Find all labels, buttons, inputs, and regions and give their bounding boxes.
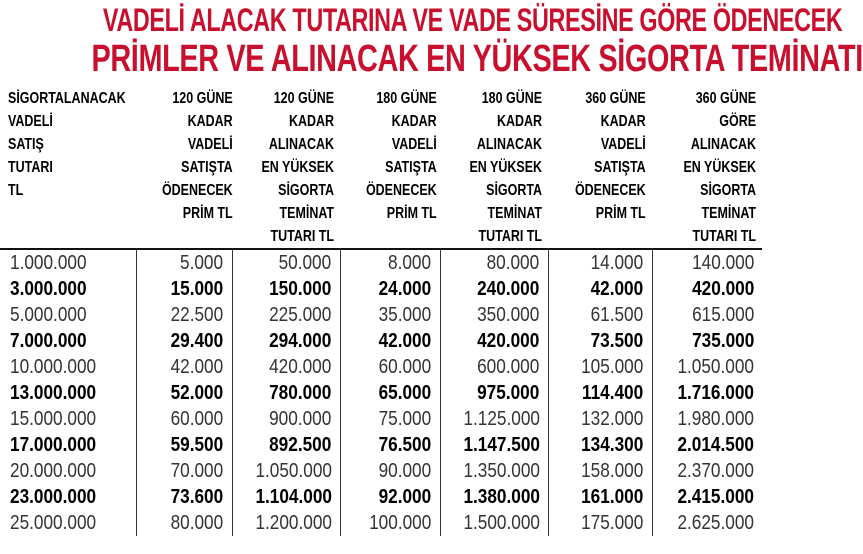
table-row: [0, 432, 762, 458]
column-header-line: 120 GÜNE: [172, 90, 233, 107]
column-header-1: [136, 85, 232, 249]
table-cell: [548, 458, 652, 484]
table-cell: [548, 380, 652, 406]
cell-value: 1.050.000: [677, 355, 754, 378]
cell-value: 70.000: [170, 459, 224, 482]
column-header-line: EN YÜKSEK: [683, 159, 756, 176]
table-cell: [652, 458, 762, 484]
table-cell: [0, 302, 136, 328]
cell-value: 1.104.000: [254, 485, 332, 508]
cell-value: 780.000: [269, 381, 332, 404]
cell-value: 73.500: [590, 329, 644, 352]
table-cell: [136, 328, 232, 354]
cell-value: 90.000: [378, 459, 432, 482]
table-cell: [652, 302, 762, 328]
column-header-line: SATIŞ: [8, 136, 44, 153]
column-header-line: TL: [8, 182, 24, 199]
cell-value: 15.000: [170, 277, 224, 300]
cell-value: 158.000: [581, 459, 644, 482]
table-cell: [340, 510, 440, 536]
table-cell: [440, 484, 548, 510]
cell-value: 5.000: [180, 251, 224, 274]
column-header-line: 180 GÜNE: [481, 90, 542, 107]
table-row: [0, 510, 762, 536]
cell-value: 52.000: [170, 381, 224, 404]
column-header-line: ALINACAK: [476, 136, 542, 153]
table-cell: [340, 354, 440, 380]
table-cell: [548, 302, 652, 328]
table-cell: [232, 249, 340, 276]
cell-value: 35.000: [378, 303, 432, 326]
table-cell: [440, 380, 548, 406]
cell-value: 2.014.500: [677, 433, 754, 456]
cell-value: 900.000: [269, 407, 332, 430]
cell-value: 7.000.000: [10, 329, 87, 352]
column-header-line: KADAR: [187, 113, 233, 130]
cell-value: 100.000: [369, 511, 432, 534]
table-cell: [136, 458, 232, 484]
cell-value: 13.000.000: [10, 381, 97, 404]
cell-value: 240.000: [477, 277, 540, 300]
column-header-line: ÖDENECEK: [161, 182, 233, 199]
column-header-line: 360 GÜNE: [585, 90, 646, 107]
cell-value: 600.000: [477, 355, 540, 378]
column-header-4: [440, 85, 548, 249]
cell-value: 1.125.000: [462, 407, 540, 430]
cell-value: 8.000: [388, 251, 432, 274]
cell-value: 1.050.000: [254, 459, 332, 482]
column-header-line: TUTARI: [8, 159, 53, 176]
cell-value: 735.000: [691, 329, 754, 352]
column-header-line: 180 GÜNE: [376, 90, 437, 107]
cell-value: 60.000: [378, 355, 432, 378]
column-header-line: PRİM TL: [386, 205, 437, 222]
table-cell: [340, 249, 440, 276]
cell-value: 25.000.000: [10, 511, 97, 534]
cell-value: 14.000: [590, 251, 644, 274]
cell-value: 2.415.000: [677, 485, 754, 508]
cell-value: 15.000.000: [10, 407, 97, 430]
column-header-line: VADELİ: [601, 136, 646, 153]
table-row: [0, 249, 762, 276]
table-row: [0, 276, 762, 302]
cell-value: 76.500: [378, 433, 432, 456]
table-cell: [0, 432, 136, 458]
column-header-line: ALINACAK: [690, 136, 756, 153]
table-cell: [232, 380, 340, 406]
column-header-line: VADELİ: [391, 136, 437, 153]
column-header-line: PRİM TL: [596, 205, 646, 222]
cell-value: 22.500: [170, 303, 224, 326]
column-header-line: SİGORTA: [486, 182, 542, 199]
cell-value: 80.000: [170, 511, 224, 534]
cell-value: 2.370.000: [677, 459, 754, 482]
column-header-line: SİGORTA: [700, 182, 756, 199]
table-cell: [652, 380, 762, 406]
cell-value: 350.000: [477, 303, 540, 326]
table-cell: [340, 276, 440, 302]
column-header-line: 120 GÜNE: [273, 90, 334, 107]
table-cell: [136, 380, 232, 406]
column-header-line: KADAR: [496, 113, 542, 130]
cell-value: 1.200.000: [254, 511, 332, 534]
table-cell: [232, 432, 340, 458]
cell-value: 420.000: [477, 329, 540, 352]
table-cell: [548, 354, 652, 380]
cell-value: 150.000: [269, 277, 332, 300]
table-cell: [340, 406, 440, 432]
table-row: [0, 354, 762, 380]
cell-value: 1.980.000: [677, 407, 754, 430]
table-row: [0, 302, 762, 328]
cell-value: 92.000: [378, 485, 432, 508]
table-cell: [652, 328, 762, 354]
column-header-line: SİGORTA: [278, 182, 334, 199]
column-header-line: VADELİ: [8, 113, 53, 130]
table-cell: [548, 406, 652, 432]
premium-table: [0, 85, 762, 536]
cell-value: 3.000.000: [10, 277, 87, 300]
column-header-line: SATIŞTA: [594, 159, 646, 176]
column-header-line: GÖRE: [719, 113, 756, 130]
table-cell: [136, 249, 232, 276]
cell-value: 1.380.000: [462, 485, 540, 508]
table-cell: [440, 354, 548, 380]
table-cell: [0, 510, 136, 536]
cell-value: 59.500: [170, 433, 224, 456]
header-row: [0, 85, 762, 249]
cell-value: 615.000: [691, 303, 754, 326]
cell-value: 20.000.000: [10, 459, 97, 482]
column-header-line: VADELİ: [187, 136, 233, 153]
table-cell: [440, 432, 548, 458]
table-cell: [0, 484, 136, 510]
column-header-3: [340, 85, 440, 249]
column-header-line: ÖDENECEK: [365, 182, 437, 199]
table-cell: [652, 484, 762, 510]
column-header-line: KADAR: [391, 113, 437, 130]
cell-value: 73.600: [170, 485, 224, 508]
cell-value: 420.000: [269, 355, 332, 378]
column-header-5: [548, 85, 652, 249]
table-cell: [440, 328, 548, 354]
table-cell: [232, 484, 340, 510]
cell-value: 24.000: [378, 277, 432, 300]
cell-value: 61.500: [590, 303, 644, 326]
table-cell: [652, 249, 762, 276]
table-cell: [440, 458, 548, 484]
cell-value: 132.000: [581, 407, 644, 430]
cell-value: 105.000: [581, 355, 644, 378]
table-cell: [340, 380, 440, 406]
cell-value: 5.000.000: [10, 303, 87, 326]
column-header-line: TEMİNAT: [487, 205, 542, 222]
table-cell: [136, 484, 232, 510]
cell-value: 1.350.000: [462, 459, 540, 482]
cell-value: 65.000: [378, 381, 432, 404]
table-cell: [232, 510, 340, 536]
table-cell: [136, 510, 232, 536]
table-cell: [652, 276, 762, 302]
title-line-1: VADELİ ALACAK TUTARINA VE VADE SÜRESİNE GÖRE ÖDENECEK: [102, 2, 843, 38]
table-cell: [440, 276, 548, 302]
table-header: [0, 85, 762, 249]
table-cell: [136, 432, 232, 458]
table-cell: [340, 458, 440, 484]
column-header-line: SATIŞTA: [385, 159, 437, 176]
column-header-line: KADAR: [600, 113, 646, 130]
column-header-line: KADAR: [288, 113, 334, 130]
cell-value: 29.400: [170, 329, 224, 352]
table-cell: [548, 432, 652, 458]
table-cell: [440, 249, 548, 276]
column-header-6: [652, 85, 762, 249]
column-header-line: SİGORTALANACAK: [8, 90, 126, 107]
column-header-line: 360 GÜNE: [695, 90, 756, 107]
column-header-line: TEMİNAT: [279, 205, 334, 222]
table-cell: [548, 249, 652, 276]
table-cell: [0, 458, 136, 484]
column-header-line: ÖDENECEK: [575, 182, 646, 199]
cell-value: 140.000: [691, 251, 754, 274]
table-cell: [652, 354, 762, 380]
table-cell: [0, 380, 136, 406]
table-cell: [652, 406, 762, 432]
column-header-line: ALINACAK: [268, 136, 334, 153]
cell-value: 17.000.000: [10, 433, 97, 456]
table-cell: [0, 276, 136, 302]
table-cell: [652, 432, 762, 458]
table-cell: [232, 276, 340, 302]
cell-value: 42.000: [378, 329, 432, 352]
column-header-line: EN YÜKSEK: [261, 159, 334, 176]
table-cell: [340, 432, 440, 458]
column-header-line: PRİM TL: [182, 205, 233, 222]
table-cell: [0, 354, 136, 380]
cell-value: 50.000: [278, 251, 332, 274]
cell-value: 1.000.000: [10, 251, 87, 274]
table-cell: [136, 406, 232, 432]
cell-value: 134.300: [581, 433, 644, 456]
cell-value: 2.625.000: [677, 511, 754, 534]
table-cell: [548, 276, 652, 302]
cell-value: 114.400: [582, 381, 644, 404]
column-header-2: [232, 85, 340, 249]
cell-value: 1.716.000: [677, 381, 754, 404]
column-header-line: TUTARI TL: [478, 228, 542, 245]
cell-value: 42.000: [590, 277, 644, 300]
table-cell: [0, 328, 136, 354]
table-cell: [232, 328, 340, 354]
table-row: [0, 484, 762, 510]
table-cell: [440, 302, 548, 328]
table-cell: [548, 328, 652, 354]
table-cell: [440, 510, 548, 536]
cell-value: 75.000: [378, 407, 432, 430]
table-row: [0, 458, 762, 484]
table-cell: [232, 302, 340, 328]
cell-value: 10.000.000: [10, 355, 97, 378]
column-header-line: TUTARI TL: [270, 228, 334, 245]
table-cell: [136, 276, 232, 302]
table-cell: [652, 510, 762, 536]
table-row: [0, 380, 762, 406]
cell-value: 892.500: [269, 433, 332, 456]
table-cell: [232, 406, 340, 432]
table-cell: [440, 406, 548, 432]
title-line-2: PRİMLER VE ALINACAK EN YÜKSEK SİGORTA TEMİNATI: [91, 38, 863, 80]
table-cell: [232, 354, 340, 380]
cell-value: 80.000: [486, 251, 540, 274]
table-row: [0, 406, 762, 432]
column-header-line: TEMİNAT: [701, 205, 756, 222]
table-cell: [548, 510, 652, 536]
cell-value: 975.000: [477, 381, 540, 404]
table-cell: [136, 354, 232, 380]
table-body: [0, 249, 762, 536]
table-cell: [136, 302, 232, 328]
table-cell: [0, 249, 136, 276]
cell-value: 161.000: [581, 485, 644, 508]
table-cell: [340, 484, 440, 510]
column-header-line: SATIŞTA: [181, 159, 233, 176]
column-header-line: EN YÜKSEK: [469, 159, 542, 176]
cell-value: 1.147.500: [462, 433, 540, 456]
cell-value: 60.000: [170, 407, 224, 430]
table-cell: [340, 328, 440, 354]
column-header-0: [0, 85, 136, 249]
table-cell: [0, 406, 136, 432]
cell-value: 294.000: [269, 329, 332, 352]
table-cell: [548, 484, 652, 510]
table-row: [0, 328, 762, 354]
cell-value: 420.000: [691, 277, 754, 300]
table-cell: [232, 458, 340, 484]
table-cell: [340, 302, 440, 328]
cell-value: 1.500.000: [462, 511, 540, 534]
cell-value: 175.000: [581, 511, 644, 534]
cell-value: 225.000: [269, 303, 332, 326]
cell-value: 23.000.000: [10, 485, 97, 508]
cell-value: 42.000: [170, 355, 224, 378]
column-header-line: TUTARI TL: [692, 228, 756, 245]
